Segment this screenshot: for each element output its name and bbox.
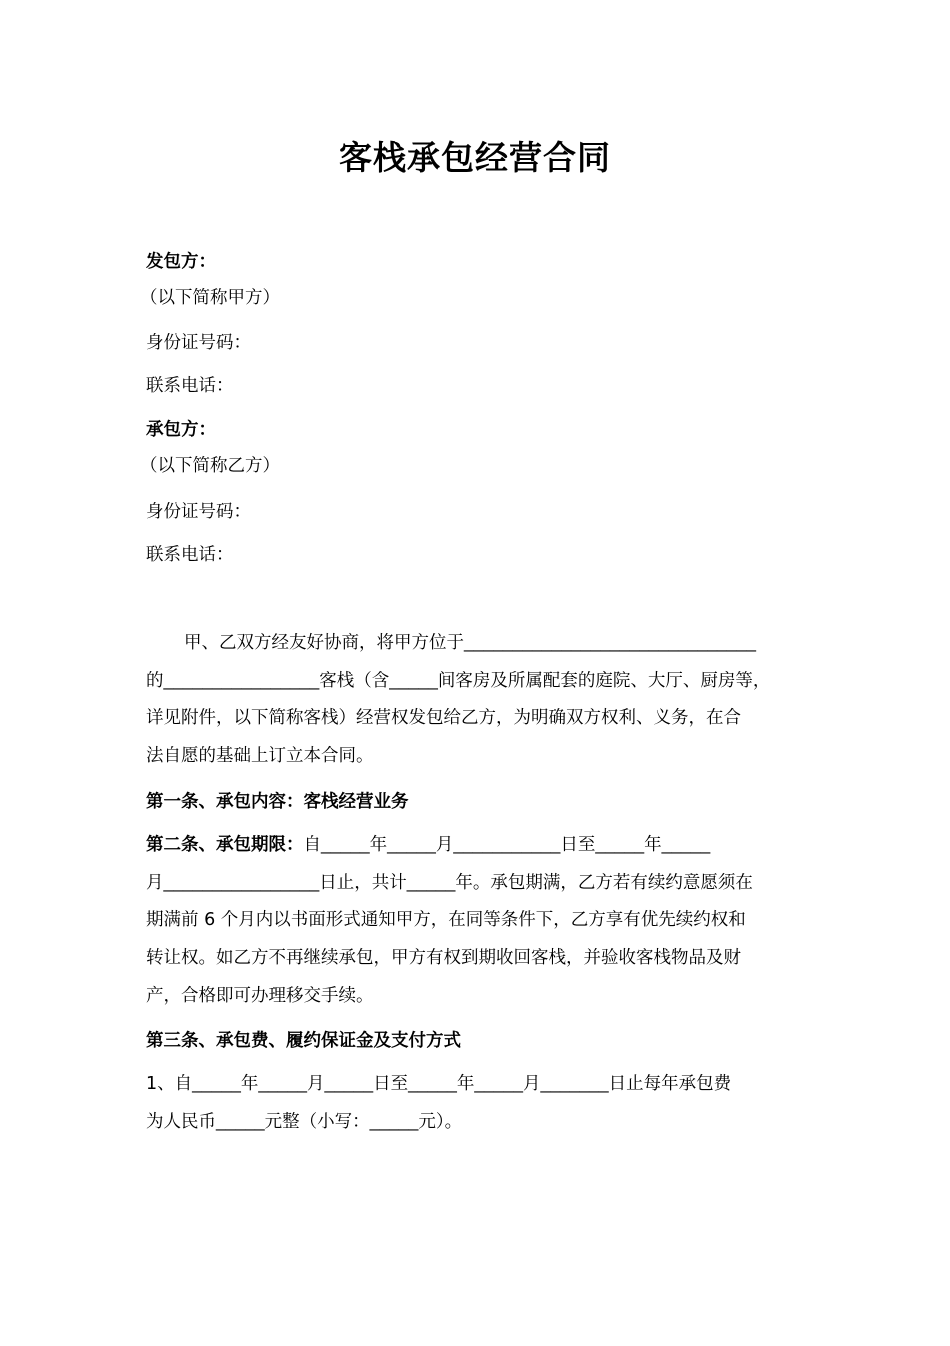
party-a-phone-label: 联系电话： <box>146 376 234 396</box>
blank-field: _____ <box>389 670 438 690</box>
text: 年。承包期满，乙方若有续约意愿须在 <box>455 873 753 893</box>
blank-field: _____ <box>369 1111 419 1131</box>
blank-field: ________________ <box>163 670 320 690</box>
article-2-line-4: 转让权。如乙方不再继续承包，甲方有权到期收回客栈，并验收客栈物品及财 <box>146 948 741 968</box>
intro-text: 的 <box>146 671 164 691</box>
blank-field: _____ <box>192 1073 241 1093</box>
article-2-line-2 <box>146 870 753 895</box>
article-2-line-3: 期满前 6 个月内以书面形式通知甲方，在同等条件下，乙方享有优先续约权和 <box>146 910 746 930</box>
article-2-line-5: 产，合格即可办理移交手续。 <box>146 986 374 1006</box>
party-a-label: 发包方： <box>146 252 216 272</box>
intro-text: 间客房及所属配套的庭院、大厅、厨房等， <box>437 671 771 691</box>
article-3-line-2 <box>146 1109 462 1134</box>
blank-field: _____ <box>474 1073 523 1093</box>
text: 月 <box>435 835 454 855</box>
text: 年 <box>369 835 388 855</box>
party-b-label: 承包方： <box>146 420 216 440</box>
intro-line-2 <box>146 668 770 693</box>
text: 1、自 <box>146 1074 193 1094</box>
blank-field: ______________________________ <box>464 632 756 652</box>
article-3-line-1 <box>146 1071 731 1096</box>
blank-field: _____ <box>387 834 436 854</box>
intro-text: 甲、乙双方经友好协商，将甲方位于 <box>184 633 464 653</box>
text: 月 <box>146 873 164 893</box>
text: 日止，共计 <box>319 873 407 893</box>
blank-field: _____ <box>408 1073 457 1093</box>
blank-field: ________________ <box>163 872 320 892</box>
party-a-alias: （以下简称甲方） <box>140 288 280 308</box>
intro-line-1 <box>184 630 756 655</box>
text: 月 <box>306 1074 325 1094</box>
text: 为人民币 <box>146 1112 216 1132</box>
article-3-title: 第三条、承包费、履约保证金及支付方式 <box>146 1031 461 1051</box>
blank-field: _____ <box>216 1111 265 1131</box>
blank-field: _____ <box>258 1073 307 1093</box>
party-b-alias: （以下简称乙方） <box>140 456 280 476</box>
document-title: 客栈承包经营合同 <box>339 138 611 177</box>
text: 日至 <box>373 1074 409 1094</box>
party-b-phone-label: 联系电话： <box>146 545 234 565</box>
article-2-line-1 <box>146 832 710 857</box>
text: 日至 <box>560 835 596 855</box>
text: 年 <box>644 835 662 855</box>
text: 日止每年承包费 <box>608 1074 732 1094</box>
text: 元整（小写： <box>264 1112 370 1132</box>
text: 年 <box>456 1074 475 1094</box>
text: 自 <box>303 835 321 855</box>
text: 年 <box>240 1074 259 1094</box>
blank-field: ___________ <box>453 834 561 854</box>
blank-field: _____ <box>595 834 645 854</box>
blank-field: _____ <box>324 1073 374 1093</box>
blank-field: _____ <box>661 834 711 854</box>
article-1-title: 第一条、承包内容：客栈经营业务 <box>146 792 409 812</box>
article-2-title: 第二条、承包期限： <box>146 835 304 855</box>
party-a-id-label: 身份证号码： <box>146 333 251 353</box>
intro-text: 客栈（含 <box>319 671 390 691</box>
party-b-id-label: 身份证号码： <box>146 502 251 522</box>
text: 元）。 <box>418 1112 463 1132</box>
blank-field: _______ <box>540 1073 609 1093</box>
blank-field: _____ <box>321 834 370 854</box>
intro-line-3: 详见附件，以下简称客栈）经营权发包给乙方，为明确双方权利、义务，在合 <box>146 708 741 728</box>
blank-field: _____ <box>406 872 456 892</box>
text: 月 <box>523 1074 541 1094</box>
intro-line-4: 法自愿的基础上订立本合同。 <box>146 746 374 766</box>
